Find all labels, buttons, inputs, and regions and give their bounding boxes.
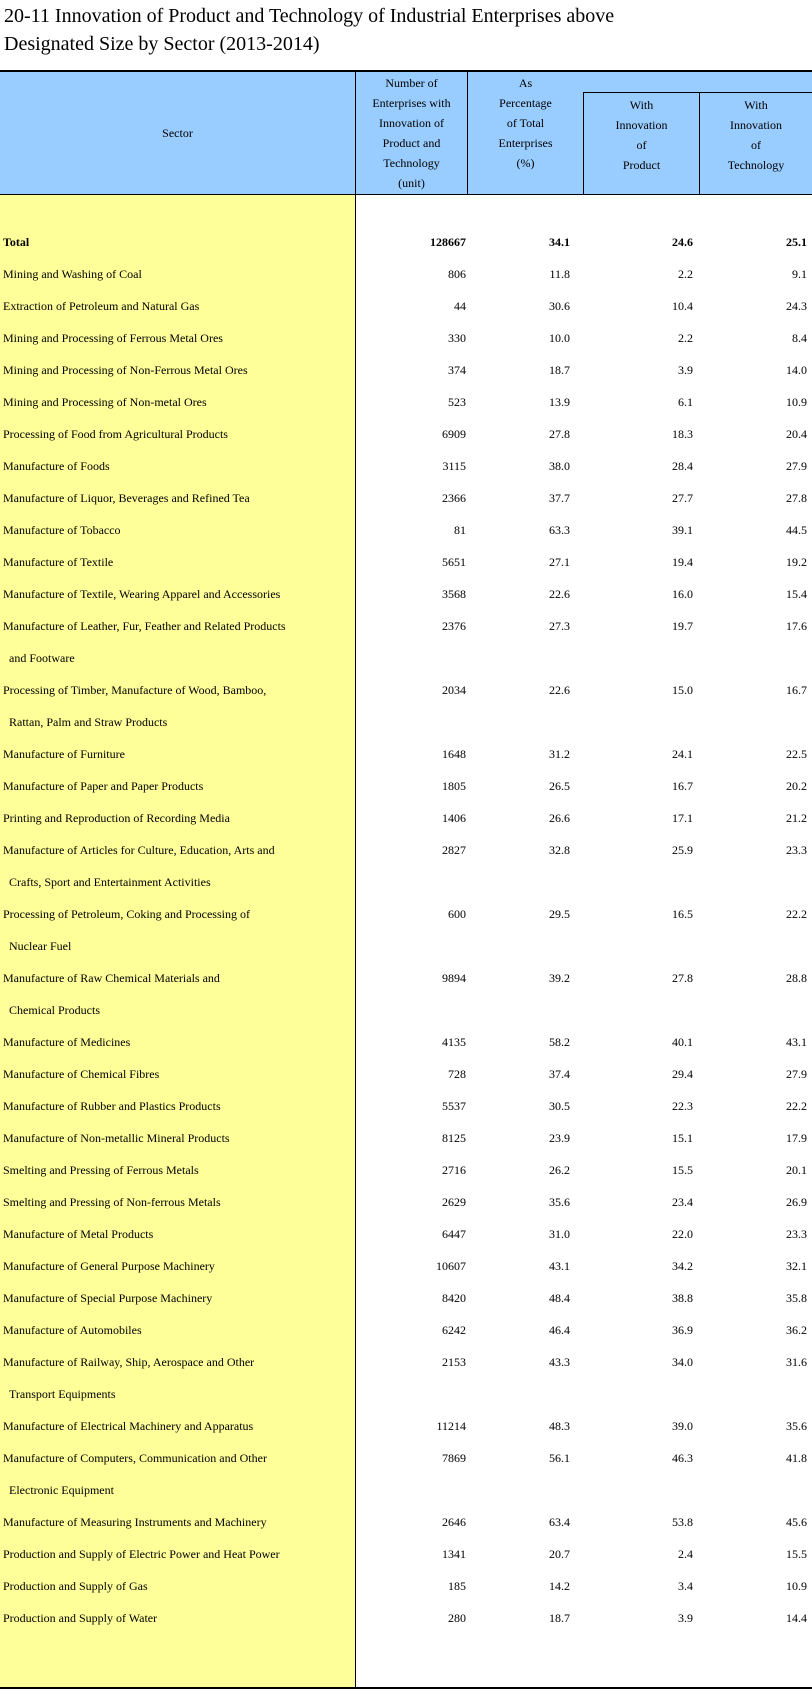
product-innovation-value: 24.6 xyxy=(672,235,693,249)
header-technology-line: Technology xyxy=(727,158,785,172)
technology-innovation-value: 19.2 xyxy=(786,555,807,569)
technology-innovation-value: 23.3 xyxy=(786,843,807,857)
product-innovation-value: 38.8 xyxy=(672,1291,693,1305)
header-number xyxy=(356,72,468,194)
header-percentage-label xyxy=(468,73,583,173)
sector-name xyxy=(3,482,348,514)
header-number-line: Number of xyxy=(385,76,438,90)
enterprise-count: 1648 xyxy=(442,747,466,761)
page-title xyxy=(4,2,614,58)
header-percentage-line: As xyxy=(518,76,533,90)
enterprise-count: 6242 xyxy=(442,1323,466,1337)
product-innovation-value: 15.1 xyxy=(672,1131,693,1145)
enterprise-count: 128667 xyxy=(430,235,466,249)
header-number-line: Technology xyxy=(383,156,440,170)
enterprise-count: 81 xyxy=(454,523,466,537)
product-innovation-value: 3.9 xyxy=(678,1611,693,1625)
enterprise-count: 1341 xyxy=(442,1547,466,1561)
table-row xyxy=(0,834,812,898)
table-row xyxy=(0,354,812,386)
sector-name-line: Manufacture of Measuring Instruments and Machinery xyxy=(3,1515,267,1529)
enterprise-count: 2629 xyxy=(442,1195,466,1209)
technology-innovation-value: 36.2 xyxy=(786,1323,807,1337)
percentage-value: 18.7 xyxy=(549,363,570,377)
sector-name-line: Manufacture of Paper and Paper Products xyxy=(3,779,204,793)
product-innovation-value: 53.8 xyxy=(672,1515,693,1529)
product-innovation-value: 39.0 xyxy=(672,1419,693,1433)
percentage-value: 30.6 xyxy=(549,299,570,313)
percentage-value: 22.6 xyxy=(549,683,570,697)
sector-name-line: Production and Supply of Electric Power and Heat Power xyxy=(3,1547,280,1561)
technology-innovation-value: 23.3 xyxy=(786,1227,807,1241)
sector-name-line: Production and Supply of Gas xyxy=(3,1579,148,1593)
table-row xyxy=(0,770,812,802)
technology-innovation-value: 15.4 xyxy=(786,587,807,601)
product-innovation-value: 36.9 xyxy=(672,1323,693,1337)
sector-name-line: Manufacture of Chemical Fibres xyxy=(3,1067,160,1081)
table-bottom-rule xyxy=(0,1687,812,1689)
sector-name-line: Printing and Reproduction of Recording Media xyxy=(3,811,230,825)
sector-name-line: Mining and Washing of Coal xyxy=(3,267,142,281)
enterprise-count: 330 xyxy=(448,331,466,345)
sector-name xyxy=(3,1122,348,1154)
sector-name-line: Rattan, Palm and Straw Products xyxy=(9,715,168,729)
product-innovation-value: 27.8 xyxy=(672,971,693,985)
sector-name-line: Mining and Processing of Ferrous Metal Ores xyxy=(3,331,223,345)
sector-name-line: Manufacture of Tobacco xyxy=(3,523,121,537)
product-innovation-value: 6.1 xyxy=(678,395,693,409)
product-innovation-value: 16.5 xyxy=(672,907,693,921)
technology-innovation-value: 32.1 xyxy=(786,1259,807,1273)
table-row xyxy=(0,418,812,450)
sector-name-line: Mining and Processing of Non-Ferrous Metal Ores xyxy=(3,363,248,377)
table-row xyxy=(0,1410,812,1442)
product-innovation-value: 2.2 xyxy=(678,267,693,281)
enterprise-count: 2153 xyxy=(442,1355,466,1369)
technology-innovation-value: 31.6 xyxy=(786,1355,807,1369)
product-innovation-value: 17.1 xyxy=(672,811,693,825)
enterprise-count: 6447 xyxy=(442,1227,466,1241)
enterprise-count: 2646 xyxy=(442,1515,466,1529)
product-innovation-value: 19.4 xyxy=(672,555,693,569)
header-product xyxy=(583,92,700,194)
enterprise-count: 5537 xyxy=(442,1099,466,1113)
percentage-value: 56.1 xyxy=(549,1451,570,1465)
header-technology-line: of xyxy=(751,138,761,152)
sector-name-line: Manufacture of Articles for Culture, Education, Arts and xyxy=(3,843,275,857)
sector-name-line: Manufacture of Medicines xyxy=(3,1035,131,1049)
enterprise-count: 2376 xyxy=(442,619,466,633)
percentage-value: 26.5 xyxy=(549,779,570,793)
table-row xyxy=(0,1058,812,1090)
enterprise-count: 5651 xyxy=(442,555,466,569)
product-innovation-value: 28.4 xyxy=(672,459,693,473)
sector-name xyxy=(3,546,348,578)
percentage-value: 13.9 xyxy=(549,395,570,409)
sector-name xyxy=(3,1410,348,1442)
header-percentage-line: Enterprises xyxy=(498,136,553,150)
table-row xyxy=(0,1506,812,1538)
technology-innovation-value: 27.9 xyxy=(786,459,807,473)
technology-innovation-value: 21.2 xyxy=(786,811,807,825)
sector-name-line: Crafts, Sport and Entertainment Activities xyxy=(9,875,211,889)
sector-name-line: Processing of Petroleum, Coking and Processing of xyxy=(3,907,250,921)
sector-name-line: Production and Supply of Water xyxy=(3,1611,158,1625)
product-innovation-value: 34.0 xyxy=(672,1355,693,1369)
percentage-value: 37.7 xyxy=(549,491,570,505)
sector-name-line: Nuclear Fuel xyxy=(9,939,72,953)
table-row xyxy=(0,1314,812,1346)
enterprise-count: 6909 xyxy=(442,427,466,441)
product-innovation-value: 46.3 xyxy=(672,1451,693,1465)
enterprise-count: 728 xyxy=(448,1067,466,1081)
table-row xyxy=(0,610,812,674)
percentage-value: 22.6 xyxy=(549,587,570,601)
percentage-value: 63.3 xyxy=(549,523,570,537)
header-sector xyxy=(0,72,356,194)
header-sector-label: Sector xyxy=(162,126,193,140)
percentage-value: 46.4 xyxy=(549,1323,570,1337)
percentage-value: 20.7 xyxy=(549,1547,570,1561)
technology-innovation-value: 14.0 xyxy=(786,363,807,377)
percentage-value: 35.6 xyxy=(549,1195,570,1209)
technology-innovation-value: 41.8 xyxy=(786,1451,807,1465)
sector-name-line: Electronic Equipment xyxy=(9,1483,114,1497)
sector-name xyxy=(3,1186,348,1218)
enterprise-count: 10607 xyxy=(436,1259,466,1273)
product-innovation-value: 29.4 xyxy=(672,1067,693,1081)
technology-innovation-value: 35.6 xyxy=(786,1419,807,1433)
technology-innovation-value: 17.9 xyxy=(786,1131,807,1145)
table-row xyxy=(0,898,812,962)
sector-name-line: Total xyxy=(3,235,30,249)
product-innovation-value: 16.0 xyxy=(672,587,693,601)
table-row xyxy=(0,1122,812,1154)
percentage-value: 48.3 xyxy=(549,1419,570,1433)
enterprise-count: 3115 xyxy=(442,459,466,473)
enterprise-count: 44 xyxy=(454,299,466,313)
enterprise-count: 600 xyxy=(448,907,466,921)
sector-name xyxy=(3,1442,348,1497)
table-row xyxy=(0,1154,812,1186)
sector-name xyxy=(3,258,348,290)
percentage-value: 29.5 xyxy=(549,907,570,921)
product-innovation-value: 27.7 xyxy=(672,491,693,505)
percentage-value: 26.2 xyxy=(549,1163,570,1177)
enterprise-count: 2366 xyxy=(442,491,466,505)
percentage-value: 11.8 xyxy=(549,267,570,281)
sector-name xyxy=(3,1250,348,1282)
enterprise-count: 2034 xyxy=(442,683,466,697)
product-innovation-value: 22.0 xyxy=(672,1227,693,1241)
title-line-2: Designated Size by Sector (2013-2014) xyxy=(4,33,320,55)
sector-name-line: Manufacture of Leather, Fur, Feather and Related Products xyxy=(3,619,286,633)
sector-name xyxy=(3,674,348,729)
sector-name xyxy=(3,1058,348,1090)
table-row xyxy=(0,514,812,546)
table-row xyxy=(0,578,812,610)
sector-name xyxy=(3,1570,348,1602)
sector-name xyxy=(3,1282,348,1314)
percentage-value: 26.6 xyxy=(549,811,570,825)
percentage-value: 30.5 xyxy=(549,1099,570,1113)
technology-innovation-value: 20.2 xyxy=(786,779,807,793)
table-row xyxy=(0,546,812,578)
technology-innovation-value: 10.9 xyxy=(786,395,807,409)
technology-innovation-value: 44.5 xyxy=(786,523,807,537)
sector-name-line: Manufacture of Textile, Wearing Apparel and Accessories xyxy=(3,587,281,601)
sector-name-line: Manufacture of Textile xyxy=(3,555,114,569)
header-percentage-line: Percentage xyxy=(499,96,552,110)
title-line-1: 20-11 Innovation of Product and Technology of Industrial Enterprises above xyxy=(4,5,615,27)
sector-name xyxy=(3,898,348,953)
sector-name xyxy=(3,1090,348,1122)
sector-name xyxy=(3,834,348,889)
sector-name xyxy=(3,1314,348,1346)
header-number-line: Enterprises with xyxy=(372,96,451,110)
percentage-value: 38.0 xyxy=(549,459,570,473)
percentage-value: 27.1 xyxy=(549,555,570,569)
technology-innovation-value: 35.8 xyxy=(786,1291,807,1305)
percentage-value: 14.2 xyxy=(549,1579,570,1593)
table-row xyxy=(0,258,812,290)
sector-name xyxy=(3,578,348,610)
table-row xyxy=(0,1090,812,1122)
sector-name-line: Transport Equipments xyxy=(9,1387,116,1401)
sector-name-line: Manufacture of Metal Products xyxy=(3,1227,154,1241)
product-innovation-value: 18.3 xyxy=(672,427,693,441)
sector-name xyxy=(3,770,348,802)
product-innovation-value: 3.9 xyxy=(678,363,693,377)
enterprise-count: 2827 xyxy=(442,843,466,857)
table-row xyxy=(0,674,812,738)
sector-name xyxy=(3,738,348,770)
table-row xyxy=(0,802,812,834)
technology-innovation-value: 22.5 xyxy=(786,747,807,761)
table-row xyxy=(0,1026,812,1058)
sector-name-line: Manufacture of Rubber and Plastics Products xyxy=(3,1099,221,1113)
enterprise-count: 523 xyxy=(448,395,466,409)
table-row xyxy=(0,226,812,258)
technology-innovation-value: 15.5 xyxy=(786,1547,807,1561)
product-innovation-value: 24.1 xyxy=(672,747,693,761)
sector-name xyxy=(3,1154,348,1186)
percentage-value: 23.9 xyxy=(549,1131,570,1145)
header-percentage-line: of Total xyxy=(506,116,545,130)
product-innovation-value: 34.2 xyxy=(672,1259,693,1273)
sector-name xyxy=(3,1218,348,1250)
table-row xyxy=(0,962,812,1026)
sector-name-line: and Footware xyxy=(9,651,75,665)
enterprise-count: 2716 xyxy=(442,1163,466,1177)
technology-innovation-value: 9.1 xyxy=(792,267,807,281)
enterprise-count: 9894 xyxy=(442,971,466,985)
sector-name xyxy=(3,354,348,386)
product-innovation-value: 39.1 xyxy=(672,523,693,537)
sector-name-line: Manufacture of Furniture xyxy=(3,747,125,761)
table-row xyxy=(0,1186,812,1218)
percentage-value: 27.3 xyxy=(549,619,570,633)
enterprise-count: 7869 xyxy=(442,1451,466,1465)
technology-innovation-value: 10.9 xyxy=(786,1579,807,1593)
enterprise-count: 280 xyxy=(448,1611,466,1625)
enterprise-count: 8420 xyxy=(442,1291,466,1305)
technology-innovation-value: 22.2 xyxy=(786,907,807,921)
table-row xyxy=(0,482,812,514)
header-number-line: (unit) xyxy=(398,176,425,190)
table-row xyxy=(0,1218,812,1250)
sector-name xyxy=(3,514,348,546)
sector-name xyxy=(3,962,348,1017)
technology-innovation-value: 45.6 xyxy=(786,1515,807,1529)
sector-name-line: Extraction of Petroleum and Natural Gas xyxy=(3,299,200,313)
percentage-value: 37.4 xyxy=(549,1067,570,1081)
product-innovation-value: 15.5 xyxy=(672,1163,693,1177)
percentage-value: 63.4 xyxy=(549,1515,570,1529)
table-row xyxy=(0,322,812,354)
sector-name xyxy=(3,226,348,258)
sector-name xyxy=(3,386,348,418)
enterprise-count: 4135 xyxy=(442,1035,466,1049)
technology-innovation-value: 28.8 xyxy=(786,971,807,985)
product-innovation-value: 15.0 xyxy=(672,683,693,697)
sector-name-line: Manufacture of Foods xyxy=(3,459,110,473)
sector-name-line: Manufacture of General Purpose Machinery xyxy=(3,1259,215,1273)
percentage-value: 58.2 xyxy=(549,1035,570,1049)
table-row xyxy=(0,386,812,418)
header-product-line: Innovation xyxy=(615,118,668,132)
sector-name xyxy=(3,322,348,354)
sector-name-line: Manufacture of Electrical Machinery and Apparatus xyxy=(3,1419,254,1433)
table-row xyxy=(0,738,812,770)
sector-name xyxy=(3,1506,348,1538)
percentage-value: 39.2 xyxy=(549,971,570,985)
sector-name-line: Manufacture of Special Purpose Machinery xyxy=(3,1291,213,1305)
enterprise-count: 374 xyxy=(448,363,466,377)
technology-innovation-value: 8.4 xyxy=(792,331,807,345)
sector-name xyxy=(3,610,348,665)
header-number-line: Product and xyxy=(382,136,441,150)
technology-innovation-value: 27.9 xyxy=(786,1067,807,1081)
table-body xyxy=(0,226,812,1634)
technology-innovation-value: 20.4 xyxy=(786,427,807,441)
header-product-line: With xyxy=(629,98,654,112)
sector-name-line: Smelting and Pressing of Non-ferrous Metals xyxy=(3,1195,221,1209)
enterprise-count: 3568 xyxy=(442,587,466,601)
table-row xyxy=(0,1602,812,1634)
header-number-line: Innovation of xyxy=(379,116,444,130)
product-innovation-value: 19.7 xyxy=(672,619,693,633)
product-innovation-value: 25.9 xyxy=(672,843,693,857)
header-technology-line: Innovation xyxy=(730,118,782,132)
header-product-line: Product xyxy=(622,158,661,172)
sector-name-line: Processing of Food from Agricultural Products xyxy=(3,427,228,441)
product-innovation-value: 2.2 xyxy=(678,331,693,345)
technology-innovation-value: 16.7 xyxy=(786,683,807,697)
percentage-value: 48.4 xyxy=(549,1291,570,1305)
percentage-value: 31.2 xyxy=(549,747,570,761)
sector-name-line: Chemical Products xyxy=(9,1003,100,1017)
product-innovation-value: 22.3 xyxy=(672,1099,693,1113)
technology-innovation-value: 24.3 xyxy=(786,299,807,313)
sector-name-line: Manufacture of Computers, Communication and Other xyxy=(3,1451,267,1465)
enterprise-count: 1805 xyxy=(442,779,466,793)
percentage-value: 31.0 xyxy=(549,1227,570,1241)
product-innovation-value: 10.4 xyxy=(672,299,693,313)
table-row xyxy=(0,1442,812,1506)
technology-innovation-value: 25.1 xyxy=(786,235,807,249)
technology-innovation-value: 26.9 xyxy=(786,1195,807,1209)
enterprise-count: 8125 xyxy=(442,1131,466,1145)
sector-name xyxy=(3,1602,348,1634)
percentage-value: 18.7 xyxy=(549,1611,570,1625)
sector-name-line: Processing of Timber, Manufacture of Wood, Bamboo, xyxy=(3,683,267,697)
sector-name xyxy=(3,802,348,834)
technology-innovation-value: 20.1 xyxy=(786,1163,807,1177)
product-innovation-value: 3.4 xyxy=(678,1579,693,1593)
sector-name xyxy=(3,450,348,482)
table-row xyxy=(0,1250,812,1282)
header-percentage-line: (%) xyxy=(516,156,535,170)
percentage-value: 32.8 xyxy=(549,843,570,857)
table-row xyxy=(0,1282,812,1314)
sector-name-line: Manufacture of Automobiles xyxy=(3,1323,142,1337)
percentage-value: 34.1 xyxy=(549,235,570,249)
percentage-value: 43.1 xyxy=(549,1259,570,1273)
table-row xyxy=(0,290,812,322)
enterprise-count: 185 xyxy=(448,1579,466,1593)
sector-name-line: Manufacture of Non-metallic Mineral Products xyxy=(3,1131,230,1145)
header-technology xyxy=(700,92,812,194)
technology-innovation-value: 27.8 xyxy=(786,491,807,505)
sector-name-line: Smelting and Pressing of Ferrous Metals xyxy=(3,1163,199,1177)
enterprise-count: 806 xyxy=(448,267,466,281)
sector-name xyxy=(3,1026,348,1058)
sector-name-line: Mining and Processing of Non-metal Ores xyxy=(3,395,207,409)
table-row xyxy=(0,1538,812,1570)
header-technology-line: With xyxy=(744,98,768,112)
table-row xyxy=(0,450,812,482)
product-innovation-value: 2.4 xyxy=(678,1547,693,1561)
table-row xyxy=(0,1570,812,1602)
enterprise-count: 11214 xyxy=(436,1419,466,1433)
technology-innovation-value: 17.6 xyxy=(786,619,807,633)
technology-innovation-value: 22.2 xyxy=(786,1099,807,1113)
technology-innovation-value: 43.1 xyxy=(786,1035,807,1049)
sector-name-line: Manufacture of Liquor, Beverages and Refined Tea xyxy=(3,491,250,505)
table-row xyxy=(0,1346,812,1410)
sector-name-line: Manufacture of Railway, Ship, Aerospace and Other xyxy=(3,1355,255,1369)
percentage-value: 10.0 xyxy=(549,331,570,345)
sector-name xyxy=(3,290,348,322)
percentage-value: 27.8 xyxy=(549,427,570,441)
product-innovation-value: 40.1 xyxy=(672,1035,693,1049)
enterprise-count: 1406 xyxy=(442,811,466,825)
sector-name-line: Manufacture of Raw Chemical Materials and xyxy=(3,971,220,985)
product-innovation-value: 23.4 xyxy=(672,1195,693,1209)
sector-name xyxy=(3,1538,348,1570)
header-product-line: of xyxy=(636,138,647,152)
sector-name xyxy=(3,1346,348,1401)
technology-innovation-value: 14.4 xyxy=(786,1611,807,1625)
product-innovation-value: 16.7 xyxy=(672,779,693,793)
sector-name xyxy=(3,418,348,450)
table-header xyxy=(0,72,812,194)
percentage-value: 43.3 xyxy=(549,1355,570,1369)
